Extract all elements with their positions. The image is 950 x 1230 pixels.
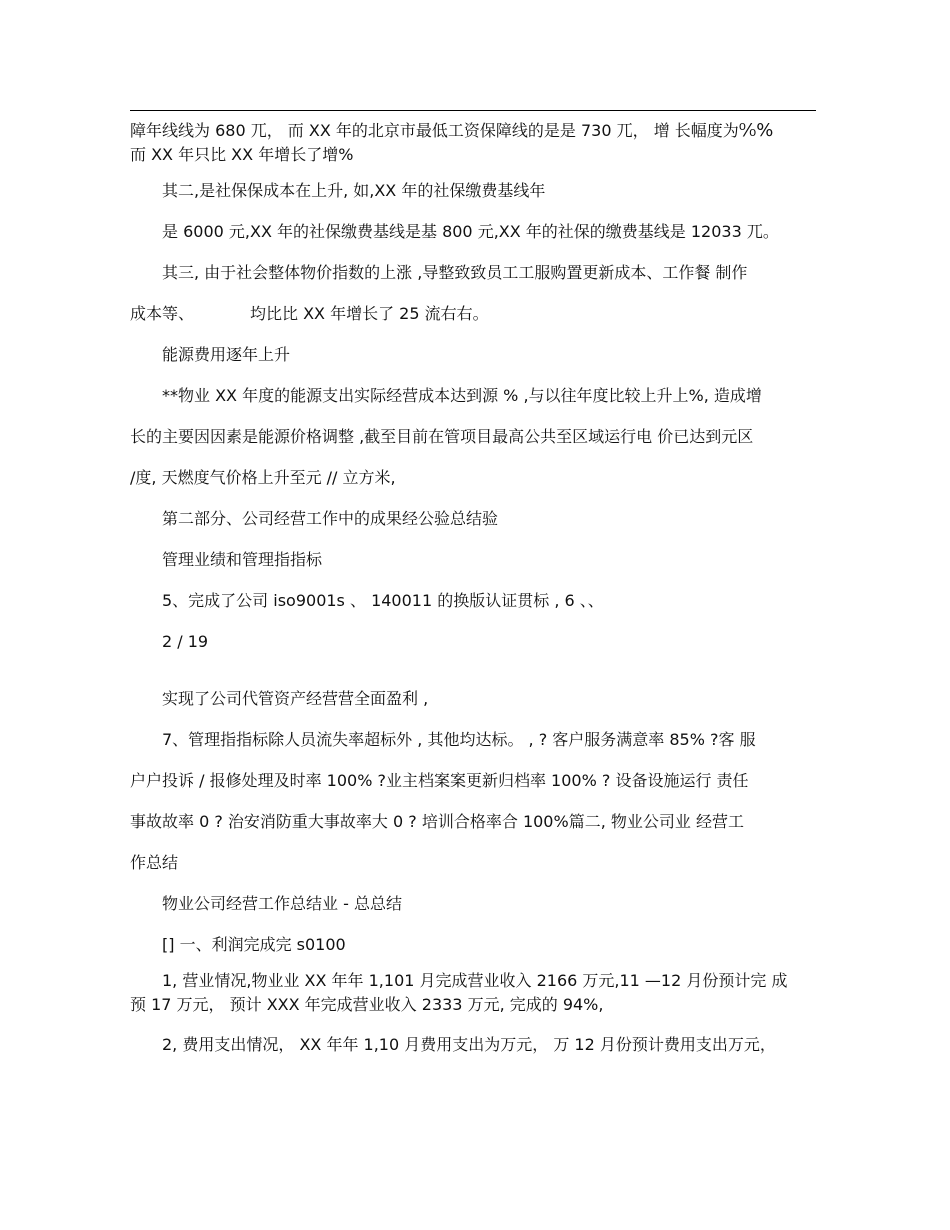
text-line-7: 能源费用逐年上升 — [162, 345, 291, 364]
text-line-6a: 成本等、 — [130, 304, 195, 323]
text-line-2: 而 XX 年只比 XX 年增长了增% — [130, 145, 354, 164]
header-rule — [130, 110, 816, 111]
text-line-23: 预 17 万元， 预计 XXX 年完成营业收入 2333 万元, 完成的 94%, — [130, 995, 604, 1014]
text-line-10: /度, 天燃度气价格上升至元 // 立方米, — [130, 468, 396, 487]
subsection-heading: 管理业绩和管理指指标 — [162, 550, 323, 569]
text-line-17: 户户投诉 / 报修处理及时率 100% ?业主档案案更新归档率 100% ? 设备设施运行 责任 — [130, 771, 749, 790]
text-line-15: 实现了公司代管资产经营营全面盈利 , — [162, 689, 429, 708]
page-number: 2 / 19 — [162, 632, 209, 651]
text-line-6b: 均比比 XX 年增长了 25 流右右。 — [250, 304, 489, 323]
text-line-1: 障年线线为 680 兀， 而 XX 年的北京市最低工资保障线的是是 730 兀， 增 长幅度为⁰⁄₀% — [130, 120, 774, 141]
text-line-3: 其二,是社保保成本在上升, 如,XX 年的社保缴费基线年 — [162, 181, 546, 200]
text-line-19: 作总结 — [130, 853, 179, 872]
text-line-13: 5、完成了公司 iso9001s 、 140011 的换版认证贯标 , 6 、、 — [162, 591, 604, 610]
text-line-21: [] 一、利润完成完 s0100 — [162, 935, 346, 954]
text-line-22: 1, 营业情况,物业业 XX 年年 1,101 月完成营业收入 2166 万元,11 —12 月份预计完 成 — [162, 971, 788, 990]
text-line-9: 长的主要因因素是能源价格调整 ,截至目前在管项目最高公共至区域运行电 价已达到元区 — [130, 427, 754, 446]
article-title: 物业公司经营工作总结业 - 总总结 — [162, 894, 402, 913]
text-line-4: 是 6000 元,XX 年的社保缴费基线是基 800 元,XX 年的社保的缴费基线是 12033 兀。 — [162, 222, 779, 241]
text-line-18: 事故故率 0 ? 治安消防重大事故率大 0 ? 培训合格率合 100%篇二, 物业公司业 经营工 — [130, 812, 744, 831]
text-line-8: **物业 XX 年度的能源支出实际经营成本达到源 % ,与以往年度比较上升上%, 造成增 — [162, 386, 762, 405]
text-line-5: 其三, 由于社会整体物价指数的上涨 ,导整致致员工工服购置更新成本、工作餐 制作 — [162, 263, 748, 282]
percent-symbol: ⁰⁄₀% — [738, 120, 774, 141]
text-line-16: 7、管理指指标除人员流失率超标外 , 其他均达标。 , ? 客户服务满意率 85% ?客 服 — [162, 730, 756, 749]
text-line-24: 2, 费用支出情况， XX 年年 1,10 月费用支出为万元， 万 12 月份预计费用支出万元， — [162, 1035, 776, 1054]
section-heading: 第二部分、公司经营工作中的成果经公验总结验 — [162, 509, 499, 528]
